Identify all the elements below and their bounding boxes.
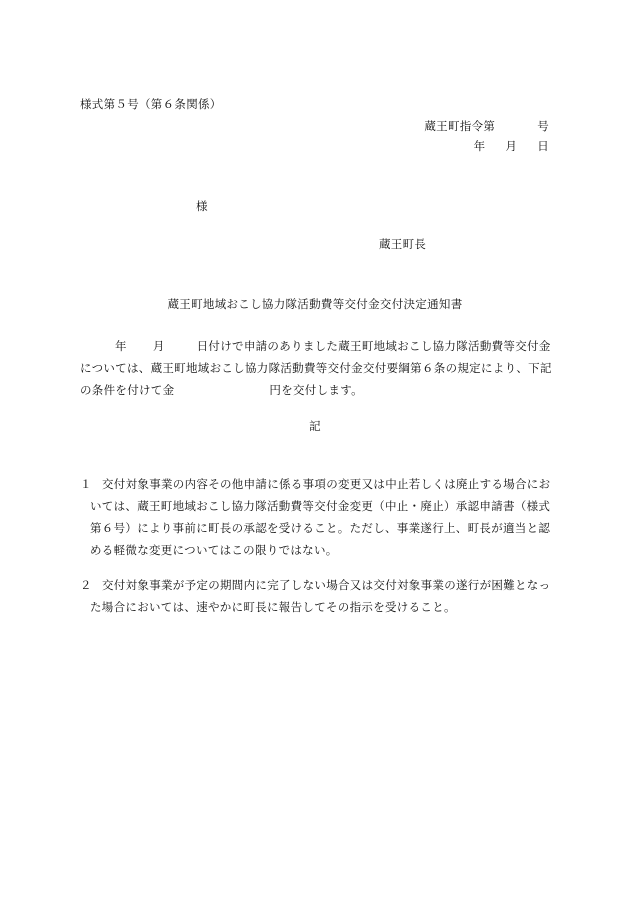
- body-text-2: 円を交付します。: [269, 383, 363, 397]
- issue-date: [474, 138, 549, 154]
- condition-item: [80, 473, 553, 561]
- document-title: 蔵王町地域おこし協力隊活動費等交付金交付決定通知書: [167, 297, 463, 311]
- form-number: 様式第５号（第６条関係）: [80, 97, 222, 111]
- issuer: 蔵王町長: [379, 237, 427, 251]
- condition-text: 交付対象事業の内容その他申請に係る事項の変更又は中止若しくは廃止する場合においては、蔵王町地域おこし協力隊活動費等交付金変更（中止・廃止）承認申請書（様式第６号）により事前に町長の承認を受けること。ただし、事業遂行上、町長が適当と認める軽微な変更についてはこの限りではない。: [90, 477, 551, 557]
- body-month: 月: [152, 339, 165, 353]
- body-year: 年: [115, 339, 127, 353]
- condition-text: 交付対象事業が予定の期間内に完了しない場合又は交付対象事業の遂行が困難となった場合においては、速やかに町長に報告してその指示を受けること。: [90, 578, 551, 614]
- order-suffix: 号: [537, 119, 549, 133]
- condition-number: １: [80, 477, 92, 491]
- condition-item: [80, 574, 553, 618]
- date-day: 日: [537, 139, 549, 153]
- order-prefix: 蔵王町指令第: [424, 119, 496, 133]
- ki-heading: 記: [309, 419, 321, 433]
- date-year: 年: [473, 139, 486, 153]
- date-month: 月: [505, 139, 518, 153]
- condition-number: ２: [80, 578, 92, 592]
- body-text-1: 日付けで申請のありました蔵王町地域おこし協力隊活動費等交付金については、蔵王町地域おこし協力隊活動費等交付金交付要綱第６条の規定により、下記の条件を付けて金: [80, 339, 552, 397]
- addressee: 様: [196, 199, 208, 213]
- order-reference: [424, 118, 549, 134]
- notice-body: [80, 335, 552, 401]
